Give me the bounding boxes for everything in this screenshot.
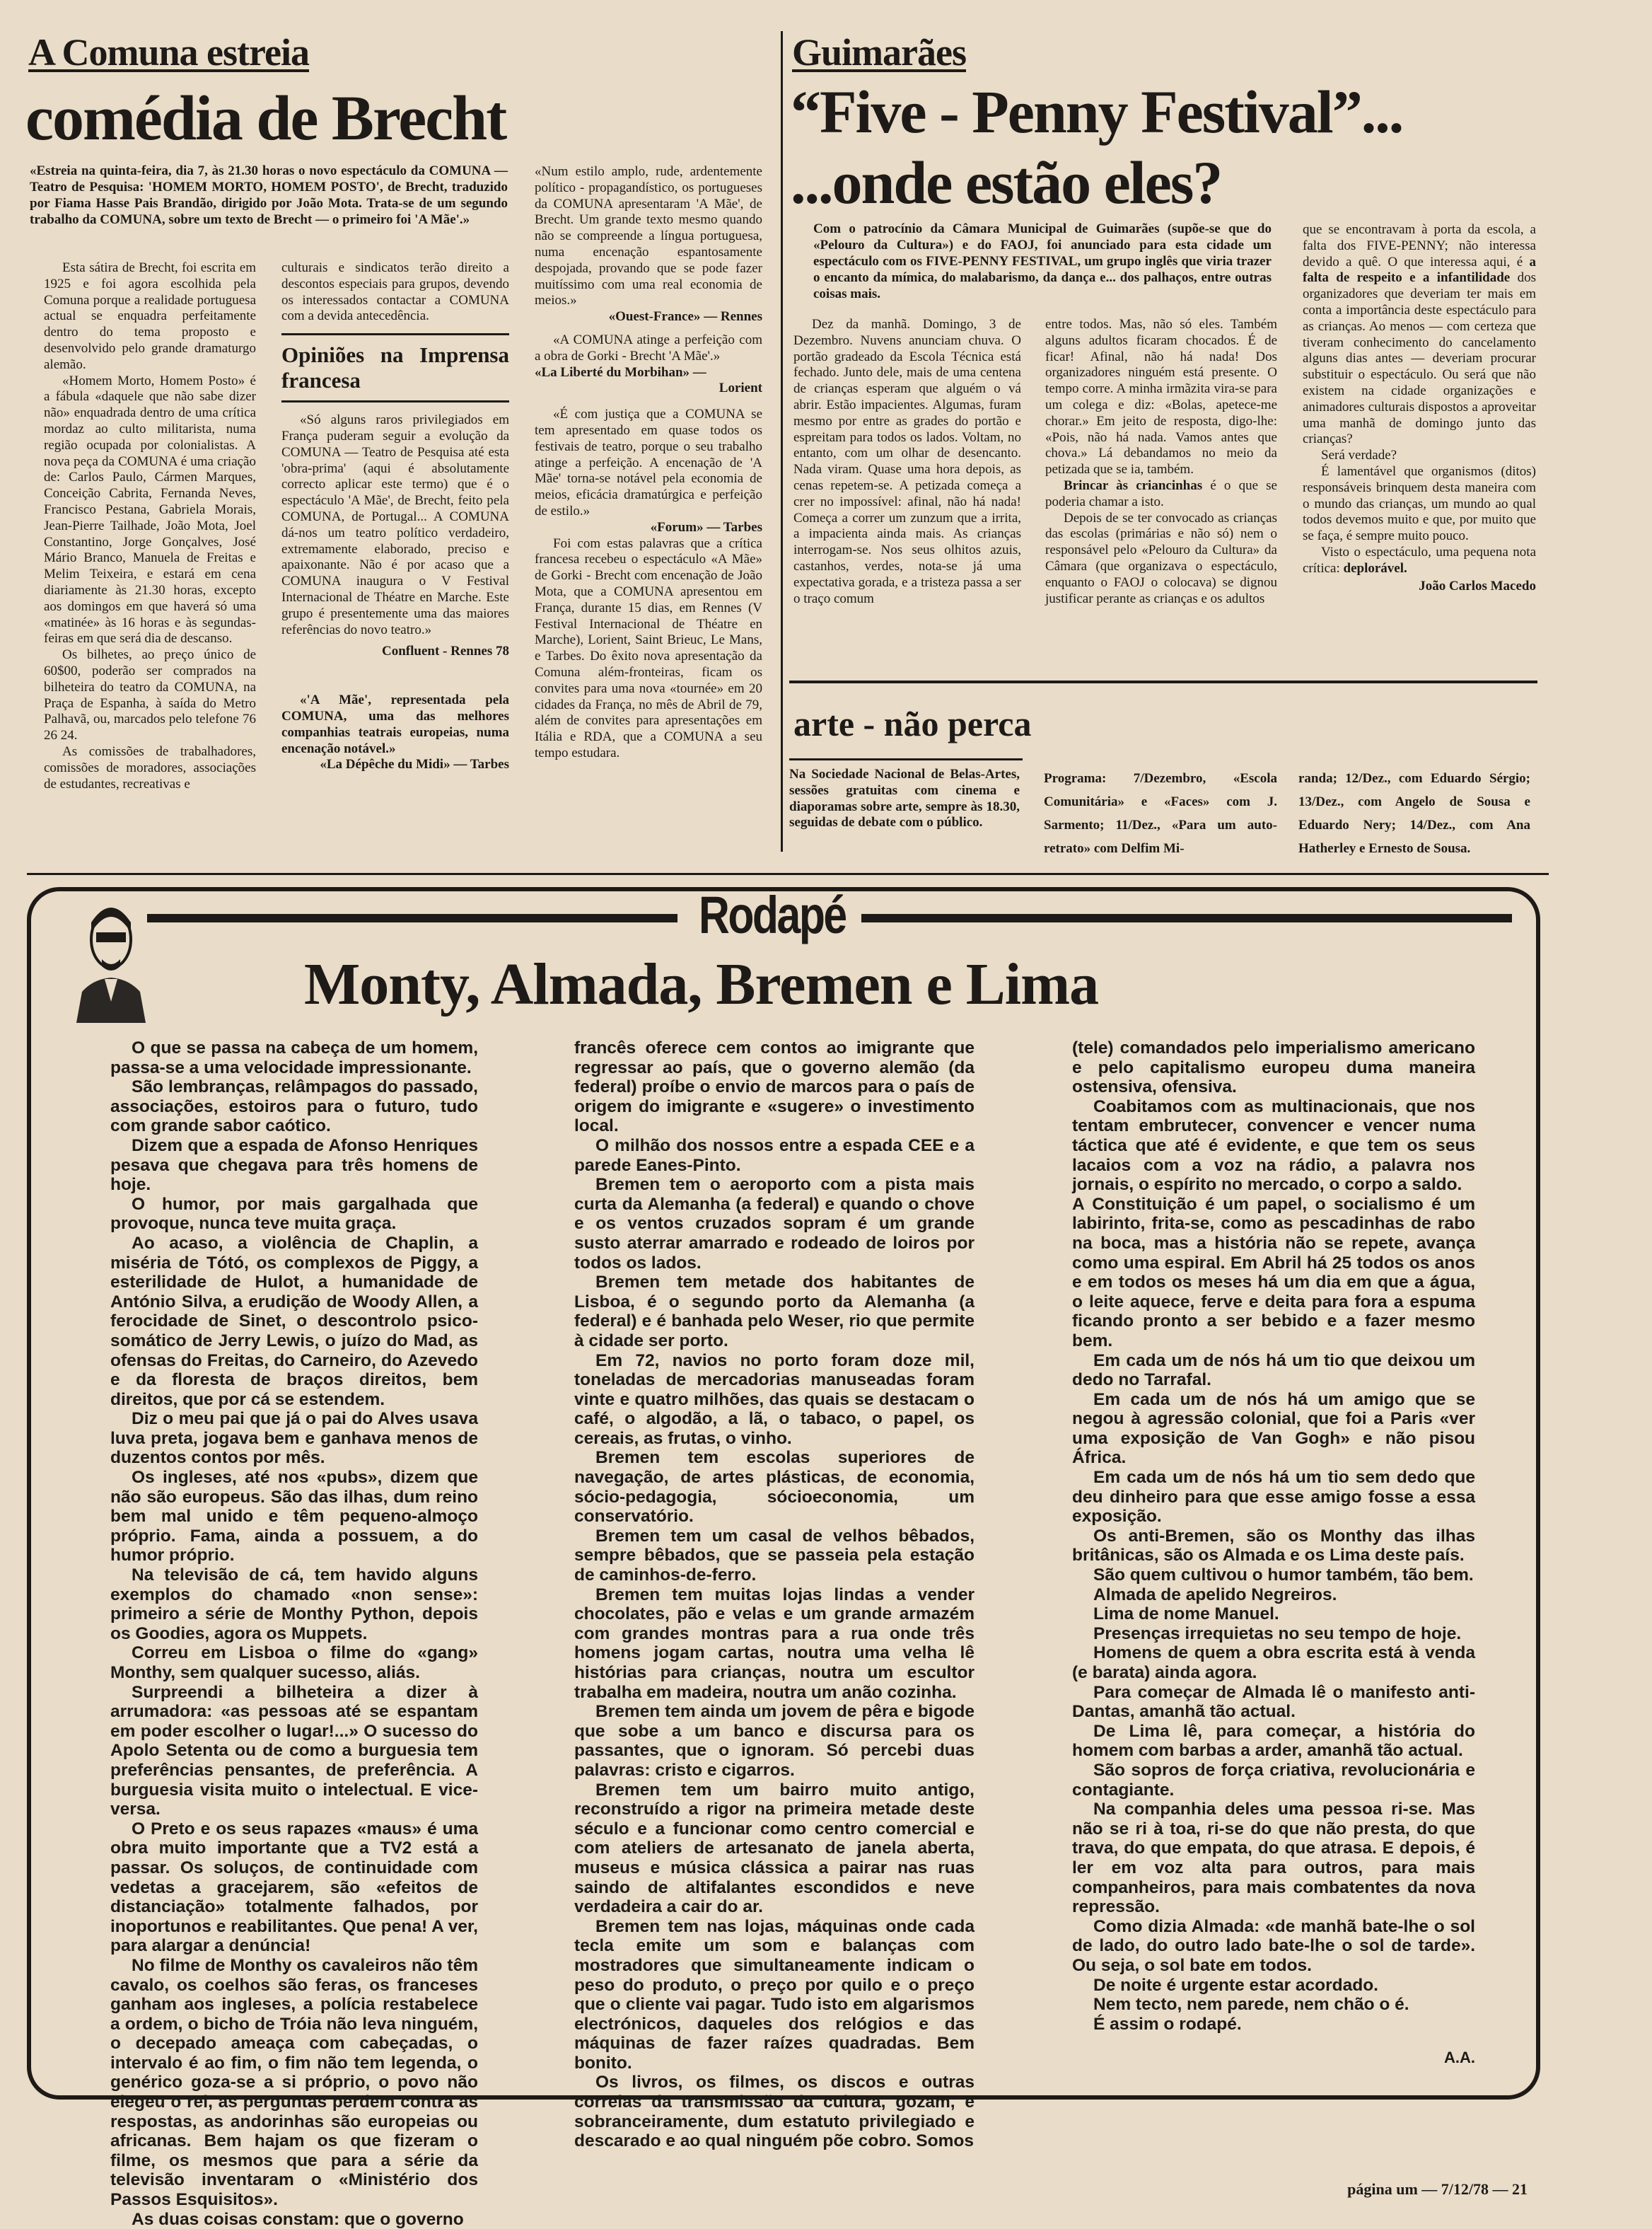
guimaraes-column-1 bbox=[793, 317, 1021, 607]
page-divider bbox=[27, 873, 1549, 875]
text: Visto o espectáculo, uma pequena nota crítica: bbox=[1303, 544, 1536, 576]
paragraph: «'A Mãe', representada pela COMUNA, uma das melhores companhias teatrais europeias, numa encenação notável.» bbox=[281, 693, 509, 756]
rodape-column-2 bbox=[574, 1038, 975, 2151]
paragraph: entre todos. Mas, não só eles. Também alguns adultos ficaram chocados. É de ficar! Afinal, não há nada! Dos organizadores ninguém está presente. O tempo corre. A minha irmãzita vira-se para um colega e diz: «Bolas, apetece-me chorar.» Em jeito de resposta, digo-lhe: «Pois, não há nada. Vamos antes que chova.» Lá debandamos no meio da petizada que se ia, também. bbox=[1045, 317, 1277, 477]
guimaraes-headline-1: “Five - Penny Festival”... bbox=[791, 78, 1403, 146]
paragraph: «É com justiça que a COMUNA se tem apresentado em quase todos os festivais de teatro, porque o seu trabalho atinge a perfeição. A encenação de 'A Mãe' torna-se notável pela economia de meios, eficácia dramatúrgica e perfeição de estilo.» bbox=[535, 407, 762, 519]
columnist-portrait-icon bbox=[72, 896, 150, 1023]
emphasis: Brincar às criancinhas bbox=[1064, 477, 1203, 493]
paragraph: Bremen tem o aeroporto com a pista mais curta da Alemanha (a federal) e quando o chove e os ventos cruzados sopram é um grande susto aterrar amarrado e rodeado de loiros por todos os lados. bbox=[574, 1175, 975, 1273]
paragraph: Correu em Lisboa o filme do «gang» Monthy, sem qualquer sucesso, aliás. bbox=[110, 1643, 478, 1682]
paragraph: São quem cultivou o humor também, tão bem. bbox=[1093, 1565, 1474, 1585]
banner-rule-right bbox=[861, 914, 1512, 922]
emphasis: a falta de respeito e a infantilidade bbox=[1303, 254, 1536, 286]
column-divider bbox=[781, 31, 783, 852]
text: que se encontravam à porta da escola, a falta dos FIVE-PENNY; não interessa devido a quê. O que interessa aqui, é bbox=[1303, 222, 1536, 270]
paragraph: «Num estilo amplo, rude, ardentemente político - propagandístico, os portugueses da COMUNA apresentaram 'A Mãe', de Brecht. Um grande texto mesmo quando não se compreende a língua portuguesa, numa encenação espantosamente despojada, provando que se pode fazer muitíssimo com uma real economia de meios.» bbox=[535, 164, 762, 308]
opinioes-heading: Opiniões na Imprensa francesa bbox=[281, 342, 509, 393]
source-credit: «La Liberté du Morbihan» — bbox=[535, 364, 706, 380]
paragraph: francês oferece cem contos ao imigrante que regressar ao país, que o governo alemão (da federal) proíbe o envio de marcos para o país de origem do imigrante e «sugere» o investimento local. bbox=[574, 1038, 975, 1136]
paragraph: Bremen tem um bairro muito antigo, reconstruído a rigor na primeira metade deste século e a funcionar como centro comercial e com ateliers de artesanato de janela aberta, museus e música clássica a pairar nas ruas saindo de altifalantes escondidos e neve verdadeira a cair do ar. bbox=[574, 1780, 975, 1917]
paragraph: Bremen tem muitas lojas lindas a vender chocolates, pão e velas e um grande armazém com grandes montras para a rua onde três homens jogam cartas, noutra uma velha lê histórias para crianças, noutra um escultor trabalha em madeira, noutra um anão cozinha. bbox=[574, 1585, 975, 1702]
paragraph: Bremen tem ainda um jovem de pêra e bigode que sobe a um banco e discursa para os passantes, que o ignoram. Só percebi duas palavras: cristo e cigarros. bbox=[574, 1702, 975, 1780]
guimaraes-column-3 bbox=[1303, 222, 1536, 594]
paragraph: Bremen tem metade dos habitantes de Lisboa, é o segundo porto da Alemanha (a federal) e é banhada pelo Weser, rio que permite à cidade ser porto. bbox=[574, 1273, 975, 1350]
divider bbox=[281, 333, 509, 335]
paragraph: Diz o meu pai que já o pai do Alves usava luva preta, jogava bem e ganhava menos de duzentos contos por mês. bbox=[110, 1409, 478, 1468]
title-underline bbox=[789, 758, 1023, 760]
paragraph: Esta sátira de Brecht, foi escrita em 1925 e foi agora escolhida pela Comuna porque a realidade portuguesa actual se enquadra perfeitamente dentro do tema proposto e desenvolvido pelo grande dramaturgo alemão. bbox=[44, 260, 256, 372]
paragraph: De noite é urgente estar acordado. bbox=[1093, 1975, 1378, 1995]
paragraph: Almada de apelido Negreiros. bbox=[1093, 1585, 1337, 1604]
paragraph: Surpreendi a bilheteira a dizer à arrumadora: «as pessoas até se espantam em poder escolher o lugar!...» O sucesso do Apolo Setenta ou de como a burguesia tem preferências pensantes, de preferência. A burguesia visita muito o intelectual. E vice-versa. bbox=[110, 1682, 478, 1819]
comuna-kicker: A Comuna estreia bbox=[28, 31, 309, 74]
paragraph: No filme de Monthy os cavaleiros não têm cavalo, os coelhos são feras, os franceses ganham aos ingleses, a polícia restabelece a ordem, o bicho de Tróia não leva ninguém, o decepado ameaça com cabeçadas, o intervalo é ao fim, o fim não tem legenda, o genérico goza-se a si próprio, o povo não elegeu o rei, as perguntas perdem contra as respostas, as andorinhas são europeias ou africanas. Bem hajam os que fizeram o filme, os mesmos que para a série da televisão inventaram o «Ministério dos Passos Esquisitos». bbox=[110, 1955, 478, 2210]
rodape-headline: Monty, Almada, Bremen e Lima bbox=[304, 951, 1099, 1017]
page-footer: página um — 7/12/78 — 21 bbox=[1347, 2180, 1528, 2198]
paragraph: O milhão dos nossos entre a espada CEE e a parede Eanes-Pinto. bbox=[574, 1135, 975, 1175]
paragraph: O humor, por mais gargalhada que provoque, nunca teve muita graça. bbox=[110, 1194, 478, 1234]
comuna-column-1 bbox=[44, 260, 256, 792]
paragraph: De Lima lê, para começar, a história do homem com barbas a arder, amanhã tão actual. bbox=[1072, 1721, 1475, 1761]
comuna-headline: comédia de Brecht bbox=[25, 83, 506, 154]
paragraph: Homens de quem a obra escrita está à venda (e barata) ainda agora. bbox=[1072, 1643, 1475, 1682]
banner-rule-left bbox=[147, 914, 677, 922]
paragraph: As comissões de trabalhadores, comissões de moradores, associações de estudantes, recreativas e bbox=[44, 743, 256, 792]
guimaraes-headline-2: ...onde estão eles? bbox=[791, 149, 1222, 216]
paragraph: É lamentável que organismos (ditos) responsáveis brinquem desta maneira com o mundo das crianças, um mundo ao qual todos devemos muito e que, por muito que se faça, é sempre muito pouco. bbox=[1303, 463, 1536, 544]
paragraph: «Homem Morto, Homem Posto» é a fábula «daquele que não sabe dizer não» enquadrada dentro de uma crítica mordaz ao culto militarista, numa região ocupada por colonialistas. A nova peça da COMUNA é uma criação de: Carlos Paulo, Cármen Marques, Conceição Cabrita, Fernanda Neves, Francisco Pestana, Gabriela Morais, Jean-Pierre Tailhade, João Mota, Joel Constantino, Jorge Gonçalves, José Mário Branco, Manuela de Freitas e Melim Teixeira, e estará em cena diariamente às 21.30 horas, excepto aos domingos em que haverá só uma «matinée» às 16 horas e às segundas-feiras em que será dia de descanso. bbox=[44, 373, 256, 647]
source-credit: Lorient bbox=[719, 381, 762, 396]
emphasis: deplorável. bbox=[1343, 560, 1407, 576]
paragraph: Bremen tem escolas superiores de navegação, de artes plásticas, de economia, sócio-pedagogia, sócioeconomia, um conservatório. bbox=[574, 1448, 975, 1527]
paragraph: Os bilhetes, ao preço único de 60$00, poderão ser comprados na bilheteira do teatro da COMUNA, na Praça de Espanha, à saída do Metro Palhavã, ou, marcados pelo telefone 76 26 24. bbox=[44, 647, 256, 743]
guimaraes-column-2 bbox=[1045, 317, 1277, 607]
section-divider bbox=[789, 681, 1537, 683]
paragraph: «A COMUNA atinge a perfeição com a obra de Gorki - Brecht 'A Mãe'.» bbox=[535, 332, 762, 364]
rodape-signature: A.A. bbox=[1444, 2049, 1475, 2066]
paragraph: Coabitamos com as multinacionais, que nos tentam embrutecer, convencer e vencer numa táctica que até é evidente, e que tem os seus lacaios com a voz na rádio, a palavra nos jornais, o espírito no mercado, o corpo a saldo. bbox=[1072, 1096, 1475, 1195]
paragraph: Os anti-Bremen, são os Monthy das ilhas britânicas, são os Almada e os Lima deste país. bbox=[1072, 1526, 1475, 1565]
paragraph: As duas coisas constam: que o governo bbox=[132, 2209, 464, 2229]
paragraph: São sopros de força criativa, revolucionária e contagiante. bbox=[1072, 1760, 1475, 1800]
paragraph: Para começar de Almada lê o manifesto anti-Dantas, amanhã tão actual. bbox=[1072, 1682, 1475, 1722]
arte-column-2: Programa: 7/Dezembro, «Escola Comunitária» e «Faces» com J. Sarmento; 11/Dez., «Para um auto-retrato» com Delfim Mi- bbox=[1044, 771, 1277, 856]
paragraph: Em cada um de nós há um tio que deixou um dedo no Tarrafal. bbox=[1072, 1350, 1475, 1390]
paragraph: Depois de se ter convocado as crianças das escolas (primárias e não só) nem o responsável pelo «Pelouro da Cultura» da Câmara (que organizava o espectáculo, enquanto o FAOJ o colocava) se dignou justificar perante as crianças e os adultos bbox=[1045, 510, 1277, 606]
text: é o que se poderia chamar a isto. bbox=[1045, 477, 1277, 509]
paragraph: Na televisão de cá, tem havido alguns exemplos do chamado «non sense»: primeiro a série de Monthy Python, depois os Goodies, agora os Muppets. bbox=[110, 1565, 478, 1643]
paragraph: Lima de nome Manuel. bbox=[1093, 1604, 1279, 1624]
paragraph: Dez da manhã. Domingo, 3 de Dezembro. Nuvens anunciam chuva. O portão gradeado da Escola Técnica está fechado. Junto dele, mais de uma centena de crianças esperam que alguém o vá abrir. Estão impacientes. Algumas, furam mesmo por entre as grades do portão e espreitam para todos os lados. Voltam, no entanto, com um olhar de desencanto. Nada viram. Quase uma hora depois, as cenas repetem-se. A petizada começa a crer no impossível: afinal, não há nada! Começa a correr um zunzum que a irrita, a impacienta ainda mais. As crianças interrogam-se. Nos seus olhitos azuis, castanhos, verdes, nota-se já uma expectativa gorada, e a tristeza passa a ser o traço comum bbox=[793, 317, 1021, 606]
paragraph: Dizem que a espada de Afonso Henriques pesava que chegava para três homens de hoje. bbox=[110, 1135, 478, 1195]
paragraph: culturais e sindicatos terão direito a descontos especiais para grupos, devendo os interessados contactar a COMUNA com a devida antecedência. bbox=[281, 260, 509, 324]
source-credit: Confluent - Rennes 78 bbox=[382, 644, 509, 659]
paragraph: Presenças irrequietas no seu tempo de hoje. bbox=[1093, 1623, 1462, 1643]
paragraph: Os ingleses, até nos «pubs», dizem que não são europeus. São das ilhas, dum reino bem mal unido e têm pequeno-almoço próprio. Fama, ainda a possuem, a do humor próprio. bbox=[110, 1468, 478, 1565]
paragraph: Será verdade? bbox=[1321, 448, 1397, 463]
rodape-label: Rodapé bbox=[698, 886, 846, 944]
source-credit: «Forum» — Tarbes bbox=[650, 519, 762, 535]
arte-column-1: Na Sociedade Nacional de Belas-Artes, sessões gratuitas com cinema e diaporamas sobre arte, sempre às 18.30, seguidas de debate com o público. bbox=[789, 767, 1020, 830]
paragraph: Nem tecto, nem parede, nem chão o é. bbox=[1093, 1995, 1409, 2015]
comuna-lead: «Estreia na quinta-feira, dia 7, às 21.30 horas o novo espectáculo da COMUNA — Teatro de Pesquisa: 'HOMEM MORTO, HOMEM POSTO', de Brecht, traduzido por Fiama Hasse Pais Brandão, dirigido por João Mota. Trata-se de um segundo trabalho da COMUNA, sobre um texto de Brecht — o primeiro foi 'A Mãe'.» bbox=[30, 163, 508, 227]
rodape-column-3 bbox=[1072, 1038, 1475, 2034]
paragraph: São lembranças, relâmpagos do passado, associações, estoiros para o futuro, tudo com grande sabor caótico. bbox=[110, 1077, 478, 1136]
paragraph: Em cada um de nós há um amigo que se negou à agressão colonial, que foi a Paris «ver uma exposição de Van Gogh» e não pisou África. bbox=[1072, 1389, 1475, 1468]
guimaraes-lead: Com o patrocínio da Câmara Municipal de Guimarães (supõe-se que do «Pelouro da Cultura») e do FAOJ, foi anunciado para esta cidade um espectáculo com os FIVE-PENNY FESTIVAL, um grupo inglês que viria trazer o encanto da mímica, do malabarismo, da dança e... dos palhaços, entre outras coisas mais. bbox=[813, 221, 1272, 301]
paragraph: (tele) comandados pelo imperialismo americano e pelo capitalismo europeu duma maneira ostensiva, ofensiva. bbox=[1072, 1038, 1475, 1097]
paragraph: O Preto e os seus rapazes «maus» é uma obra muito importante que a TV2 está a passar. Os soluços, de continuidade com vedetas a gracejarem, são «efeitos de distanciação» totalmente falhados, por inoportunos e reabilitantes. Que pena! A ver, para alargar a denúncia! bbox=[110, 1819, 478, 1956]
comuna-column-3 bbox=[535, 164, 762, 762]
paragraph: O que se passa na cabeça de um homem, passa-se a uma velocidade impressionante. bbox=[110, 1038, 478, 1077]
paragraph: Ao acaso, a violência de Chaplin, a miséria de Tótó, os complexos de Piggy, a esterilidade de Hulot, a humanidade de António Silva, a erudição de Woody Allen, a ferocidade de Sinet, o descontrolo psico-somático de Jerry Lewis, o juízo do Mad, as ofensas do Freitas, do Carneiro, do Azevedo e da floresta de braços direitos, bem direitos, que por cá se estendem. bbox=[110, 1233, 478, 1409]
author-signature: João Carlos Macedo bbox=[1419, 578, 1536, 594]
rodape-column-1 bbox=[110, 1038, 478, 2229]
comuna-column-2 bbox=[281, 260, 509, 773]
source-credit: «Ouest-France» — Rennes bbox=[608, 309, 762, 325]
arte-column-3: randa; 12/Dez., com Eduardo Sérgio; 13/Dez., com Angelo de Sousa e Eduardo Nery; 14/Dez., com Ana Hatherley e Ernesto de Sousa. bbox=[1298, 771, 1530, 856]
paragraph: Em 72, navios no porto foram doze mil, toneladas de mercadorias manuseadas foram vinte e quatro milhões, das quais se destacam o café, o algodão, a lã, o tabaco, o papel, os cereais, as frutas, o vinho. bbox=[574, 1350, 975, 1448]
divider bbox=[281, 400, 509, 403]
paragraph: Na companhia deles uma pessoa ri-se. Mas não se ri à toa, ri-se do que não presta, do que trava, do que empata, do que atrasa. E depois, é ler em voz alta para outros, para mais companheiros, para mais combatentes da nova repressão. bbox=[1072, 1800, 1475, 1917]
paragraph: Foi com estas palavras que a crítica francesa recebeu o espectáculo «A Mãe» de Gorki - Brecht com encenação de João Mota, que a COMUNA apresentou em França, durante 15 dias, em Rennes (V Festival Internacional de Théatre en Marche), Lorient, Saint Brieuc, Le Mans, e Tarbes. Do êxito nova apresentação da Comuna além-fronteiras, ficam os convites para uma nova «tournée» em 20 cidades da França, no mês de Abril de 79, além de convites para apresentações em Itália e RDA, que a COMUNA a seu tempo estudara. bbox=[535, 535, 762, 760]
arte-title: arte - não perca bbox=[793, 704, 1032, 743]
paragraph: Bremen tem um casal de velhos bêbados, sempre bêbados, que se passeia pela estação de caminhos-de-ferro. bbox=[574, 1526, 975, 1585]
paragraph: Os livros, os filmes, os discos e outras correias da transmissão da cultura, gozam, e sobranceiramente, dum estatuto privilegiado e descarado e ao qual ninguém põe cobro. Somos bbox=[574, 2073, 975, 2151]
guimaraes-kicker: Guimarães bbox=[792, 31, 966, 74]
paragraph: É assim o rodapé. bbox=[1093, 2014, 1242, 2034]
paragraph: «Só alguns raros privilegiados em França puderam seguir a evolução da COMUNA — Teatro de Pesquisa até esta 'obra-prima' (aqui é absolutamente correcto aplicar este termo) que é o espectáculo 'A Mãe', de Brecht, feito pela COMUNA, de Portugal... A COMUNA dá-nos um teatro político verdadeiro, extremamente elaborado, preciso e apaixonante. Não é por acaso que a COMUNA inaugura o V Festival Internacional de Théatre en Marche. Este grupo é presentemente uma das maiores referências do novo teatro.» bbox=[281, 412, 509, 637]
text: dos organizadores que deveriam ter mais em conta a importância deste espectáculo para as crianças. Ao menos — com certeza que tiveram conhecimento do cancelamento alguns dias antes — deveriam procurar substituir o espectáculo. Ou será que não existem na cidade organizações e animadores culturais dispostos a aproveitar uma manhã de domingo junto das crianças? bbox=[1303, 270, 1537, 447]
source-credit: «La Dépêche du Midi» — Tarbes bbox=[320, 757, 509, 772]
paragraph: A Constituição é um papel, o socialismo é um labirinto, frita-se, como as pescadinhas de rabo na boca, mas a história não se repete, avança como uma espiral. Em Abril há 25 todos os anos e em todos os meses há um dia em que a água, o leite aquece, ferve e deita para fora a espuma ficando pronto a ser bebido e a fazer mesmo bem. bbox=[1072, 1194, 1475, 1350]
paragraph: Como dizia Almada: «de manhã bate-lhe o sol de lado, do outro lado bate-lhe o sol de tarde». Ou seja, o sol bate em todos. bbox=[1072, 1916, 1475, 1975]
paragraph: Em cada um de nós há um tio sem dedo que deu dinheiro para que esse amigo fosse a essa exposição. bbox=[1072, 1468, 1475, 1527]
paragraph: Bremen tem nas lojas, máquinas onde cada tecla emite um som e balanças com mostradores que simultaneamente indicam o peso do produto, o preço por quilo e o preço que o cliente vai pagar. Tudo isto em algarismos electrónicos, daqueles dos relógios e das máquinas de fazer raízes quadradas. Bem bonito. bbox=[574, 1916, 975, 2073]
